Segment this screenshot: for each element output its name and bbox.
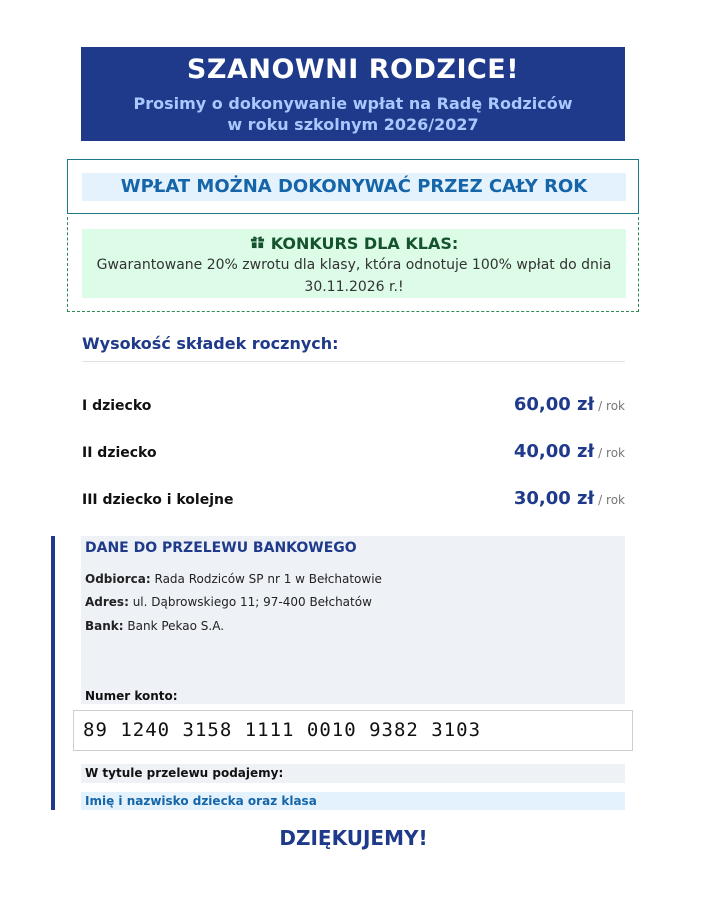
fee-unit: / rok [598,399,625,413]
account-number-label: Numer konto: [85,689,178,703]
transfer-title-label: W tytule przelewu podajemy: [81,764,625,783]
bank-section-title: DANE DO PRZELEWU BANKOWEGO [85,540,357,556]
address-label: Adres: [85,595,129,609]
fee-amount: 30,00 zł [513,488,595,509]
fee-value [514,394,625,415]
bank-label: Bank: [85,619,124,633]
fee-value [514,441,625,462]
thanks-text: DZIĘKUJEMY! [279,826,428,850]
header-banner [81,47,625,141]
address-value: ul. Dąbrowskiego 11; 97-400 Bełchatów [132,595,372,609]
fee-row-third-child [82,488,625,514]
bank-details-panel [81,536,625,704]
subtitle-line-2: w roku szkolnym 2026/2027 [227,115,479,134]
contest-heading [82,234,626,253]
fee-unit: / rok [598,493,625,507]
subtitle-line-1: Prosimy o dokonywanie wpłat na Radę Rodziców [133,94,573,113]
bank-line [85,619,224,633]
recipient-value: Rada Rodziców SP nr 1 w Bełchatowie [154,572,382,586]
fee-row-second-child [82,441,625,467]
transfer-title-value: Imię i nazwisko dziecka oraz klasa [81,792,625,810]
contest-title: KONKURS DLA KLAS: [270,234,459,253]
contest-description: Gwarantowane 20% zwrotu dla klasy, która odnotuje 100% wpłat do dnia 30.11.2026 r.! [96,257,612,295]
bank-transfer-section [51,536,625,810]
address-line [85,595,372,609]
fee-unit: / rok [598,446,625,460]
all-year-notice-text: WPŁAT MOŻNA DOKONYWAĆ PRZEZ CAŁY ROK [82,173,626,201]
fee-label: III dziecko i kolejne [82,492,234,508]
all-year-notice-box [67,159,639,214]
recipient-line [85,572,382,586]
bank-value: Bank Pekao S.A. [127,619,225,633]
fee-label: II dziecko [82,445,157,461]
fee-label: I dziecko [82,398,152,414]
fee-row-first-child [82,394,625,420]
account-number-field[interactable]: 89 1240 3158 1111 0010 9382 3103 [73,710,633,751]
fees-heading: Wysokość składek rocznych: [82,334,625,362]
recipient-label: Odbiorca: [85,572,151,586]
contest-box [67,217,639,312]
gift-icon [250,234,265,253]
page-title: SZANOWNI RODZICE! [186,54,520,85]
fee-value [514,488,625,509]
header-subtitle [81,93,625,135]
contest-panel [82,229,626,298]
fee-amount: 40,00 zł [513,441,595,462]
fee-amount: 60,00 zł [513,394,595,415]
